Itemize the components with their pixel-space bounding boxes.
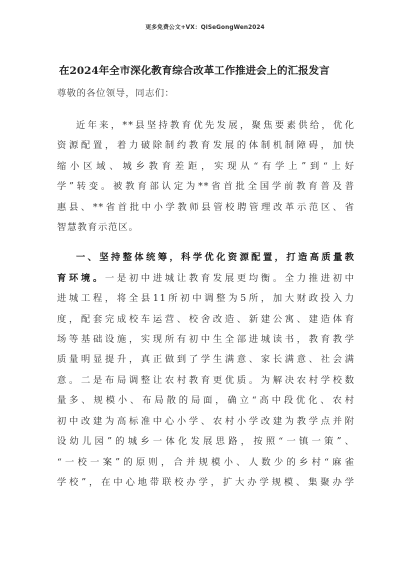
text-line: 场等基础设施，实现所有初中生全部进城读书，教育教学	[57, 334, 355, 346]
text-line: 缩小区域、城乡教育差距，实现从“有学上”到“上好	[57, 160, 355, 172]
intro-paragraph	[57, 116, 355, 238]
document-title: 在2024年全市深化教育综合改革工作推进会上的汇报发言	[59, 65, 330, 77]
header-note: 更多免费公文+VX：QiSeGongWen2024	[145, 25, 265, 31]
text-line: 意。二是布局调整让农村教育更优质。为解决农村学校数	[57, 374, 355, 386]
text-line: 学”转变。被教育部认定为**省首批全国学前教育普及普	[57, 181, 355, 193]
text-line: “一校一案”的原则，合并规模小、人数少的乡村“麻雀	[57, 456, 355, 468]
section-heading-tail: 育环境。	[57, 272, 105, 284]
text-line: 资源配置，着力破除制约教育发展的体制机制障碍，加快	[57, 140, 355, 152]
text-line	[57, 269, 355, 289]
text-line: 初中改建为高标准中心小学、农村小学改建为教学点并附	[57, 415, 355, 427]
text-line: 智慧教育示范区。	[57, 222, 139, 234]
text-line: 近年来，**县坚持教育优先发展，聚焦要素供给，优化	[76, 120, 355, 131]
section-heading-line: 一、坚持整体统筹，科学优化资源配置，打造高质量教	[76, 252, 355, 264]
text-line: 惠县、**省首批中小学教师县管校聘管理改革示范区、省	[57, 201, 355, 213]
text-line: 度，配套完成校车运营、校舍改造、新建公寓、建造体育	[57, 313, 355, 325]
text-line: 量多、规模小、布局散的局面，确立“高中段优化、农村	[57, 395, 355, 407]
text-line: 进城工程，将全县11所初中调整为5所，加大财政投入力	[57, 293, 355, 305]
text-line-rest: 一是初中进城让教育发展更均衡。全力推进初中	[104, 272, 355, 284]
paragraph-spacer	[57, 238, 355, 248]
salutation: 尊敬的各位领导，同志们：	[57, 88, 175, 99]
text-line: 质量明显提升，真正做到了学生满意、家长满意、社会满	[57, 354, 355, 366]
text-line: 设幼儿园”的城乡一体化发展思路，按照“一镇一策”、	[57, 436, 355, 448]
text-line: 学校”，在中心地带联校办学，扩大办学规模、集聚办学	[57, 476, 355, 488]
section-1-paragraph	[57, 248, 355, 493]
document-body	[57, 62, 355, 493]
